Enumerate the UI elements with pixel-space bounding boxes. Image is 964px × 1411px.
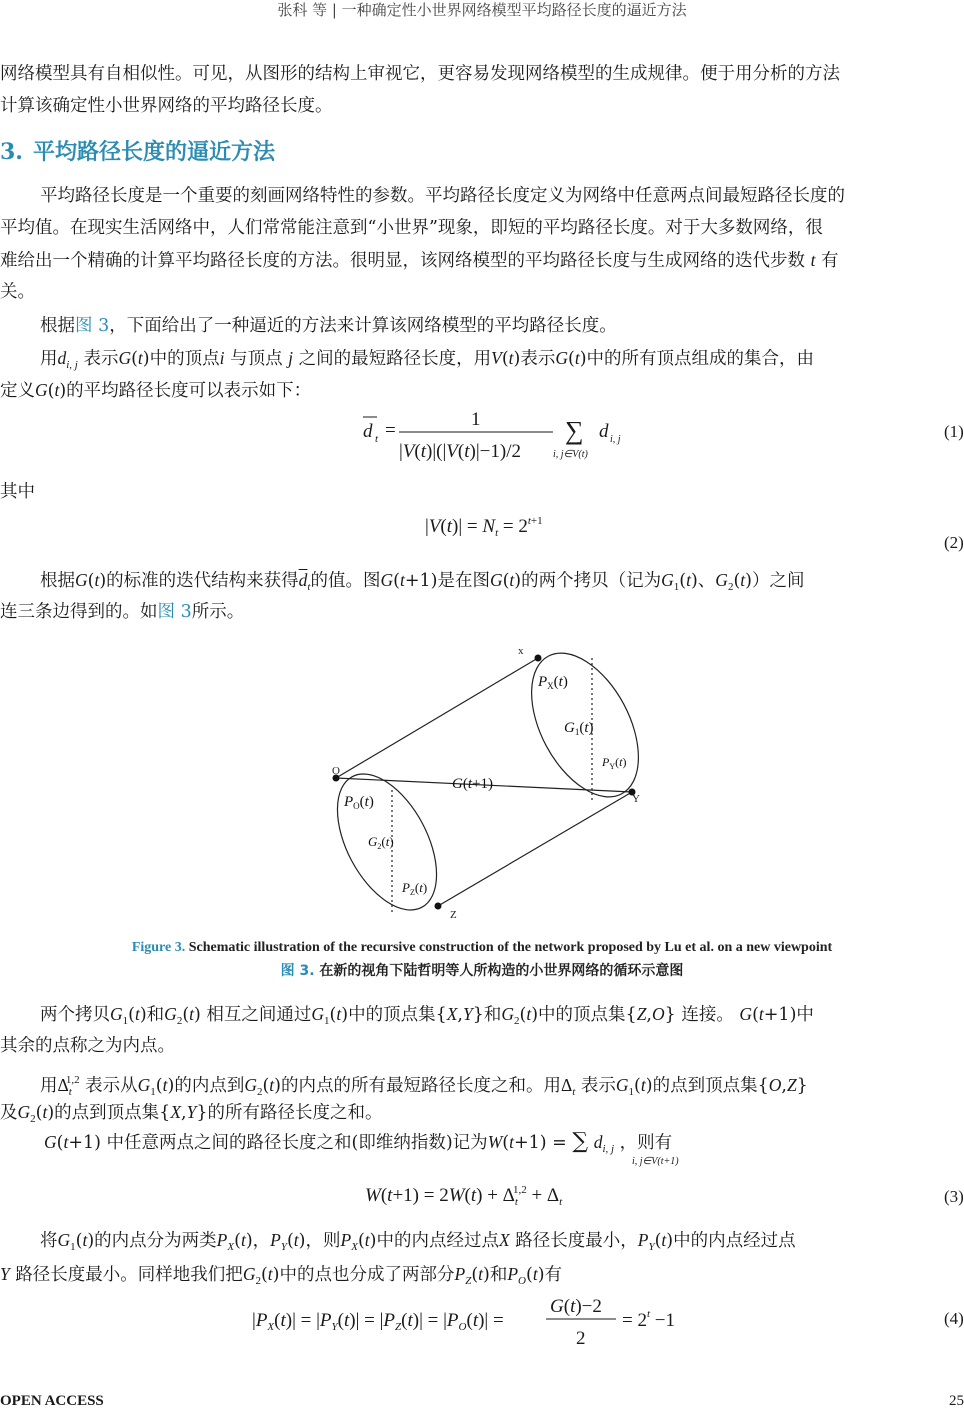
para4-line2: 连三条边得到的。如图 3所示。: [0, 602, 245, 622]
svg-text:PO(t): $P_O(t)$: [344, 794, 374, 811]
equation-2: $|V(t)| = N_t = 2^{t+1}$: [425, 515, 543, 539]
svg-text:G1(t): $G_1(t)$: [564, 720, 594, 737]
para7-sum-index: i, j∈V(t+1): [632, 1156, 679, 1167]
section-number: 3.: [0, 139, 23, 165]
para3-line2: 定义G(t)的平均路径长度可以表示如下：: [0, 380, 312, 401]
para2: 根据图 3，下面给出了一种逼近的方法来计算该网络模型的平均路径长度。: [40, 316, 617, 336]
para1-line1: 平均路径长度是一个重要的刻画网络特性的参数。平均路径长度定义为网络中任意两点间最短路径长度的: [40, 186, 845, 206]
para5-line1: 两个拷贝$G_1(t)$和$G_2(t)$ 相互之间通过$G_1(t)$中的顶点集{X,Y}和$G_2(t)$中的顶点集{Z,O} 连接。 G(t+1)中: [40, 1004, 814, 1027]
label-z: Z: [450, 909, 457, 921]
equation-number-4: (4): [944, 1309, 964, 1328]
running-header: 张科 等 | 一种确定性小世界网络模型平均路径长度的逼近方法: [277, 1, 687, 19]
svg-text:|PX(t)| = |PY(t)| = |PZ(t)| =: $|P_X(t)| = |P_Y(t)| = |P_Z(t)| = |P_O(t)|$ =: [252, 1310, 504, 1333]
node-z: [435, 903, 442, 910]
svg-text:= 2t −1: = $2^t -1$: [622, 1308, 675, 1331]
label-o: O: [332, 765, 340, 777]
equation-1: [355, 405, 655, 467]
svg-text:i, j∈V(t): i, j∈V(t): [553, 449, 588, 460]
equation-4: [250, 1292, 690, 1350]
paragraph-top-line1: 网络模型具有自相似性。可见，从图形的结构上审视它，更容易发现网络模型的生成规律。便于用分析的方法: [0, 64, 840, 84]
para1-line2: 平均值。在现实生活网络中，人们常常能注意到“小世界”现象，即短的平均路径长度。对于大多数网络，很: [0, 218, 823, 238]
qizhong-label: 其中: [0, 482, 35, 502]
svg-text:G(t)−2: G(t)−2: [550, 1296, 602, 1317]
svg-text:PY(t): $P_Y(t)$: [602, 755, 627, 771]
figure-caption-en: Figure 3. Schematic illustration of the recursive construction of the network proposed by Lu et al. on a new viewpoint: [131, 940, 833, 955]
para3-line1: 用$d_{i, j}$ 表示G(t)中的顶点i 与顶点 j 之间的最短路径长度，用V(t)表示G(t)中的所有顶点组成的集合，由: [40, 348, 815, 371]
svg-text:|V(t)|(|V(t)|−1)/2: |V(t)|(|V(t)|−1)/2: [399, 441, 521, 462]
paragraph-top-line2: 计算该确定性小世界网络的平均路径长度。: [0, 96, 333, 116]
figure-3-diagram: [320, 640, 650, 930]
para7: G(t+1) 中任意两点之间的路径长度之和(即维纳指数)记为W(t+1) = ∑ $d_{i, j}$ ，则有: [44, 1129, 673, 1155]
svg-text:d: d: [599, 421, 609, 442]
label-x: x: [518, 645, 524, 657]
para8-line2: Y 路径长度最小。同样地我们把$G_2(t)$中的点也分成了两部分$P_Z(t)$和$P_O(t)$有: [0, 1264, 563, 1287]
figure-caption-zh: 图 3. 在新的视角下陆哲明等人所构造的小世界网络的循环示意图: [280, 963, 684, 979]
figure-ref-link-2[interactable]: 图 3: [157, 602, 192, 622]
para1-line3: 难给出一个精确的计算平均路径长度的方法。很明显，该网络模型的平均路径长度与生成网络的迭代步数 t 有: [0, 250, 839, 271]
section-heading: [0, 136, 275, 168]
svg-text:G(t+1): G(t+1): [452, 776, 493, 792]
node-x: [535, 655, 542, 662]
equation-number-2: (2): [944, 533, 964, 552]
equation-number-1: (1): [944, 422, 964, 441]
footer-page-number: 25: [949, 1393, 964, 1409]
svg-text:PZ(t): $P_Z(t)$: [402, 880, 428, 897]
para5-line2: 其余的点称之为内点。: [0, 1036, 175, 1056]
figure-ref-link[interactable]: 图 3: [75, 316, 110, 336]
svg-text:d: d: [363, 421, 373, 442]
svg-text:t: t: [375, 433, 379, 445]
para8-line1: 将$G_1(t)$的内点分为两类$P_X(t)$，$P_Y(t)$，则$P_X(t)$中的内点经过点X 路径长度最小，$P_Y(t)$中的内点经过点: [40, 1230, 796, 1253]
svg-text:∑: ∑: [565, 416, 584, 445]
equation-number-3: (3): [944, 1187, 964, 1206]
label-y: Y: [632, 793, 640, 805]
para6-line2: 及$G_2(t)$的点到顶点集{X,Y}的所有路径长度之和。: [0, 1102, 383, 1125]
svg-text:PX(t): $P_X(t)$: [538, 674, 568, 691]
para4-line1: 根据G(t)的标准的迭代结构来获得$\overline{d}_t$的值。图G(t+1)是在图G(t)的两个拷贝（记为$G_1(t)$、$G_2(t)$）之间: [40, 570, 805, 593]
para1-line4: 关。: [0, 282, 35, 302]
svg-text:i, j: i, j: [610, 434, 621, 445]
svg-text:1: 1: [471, 409, 481, 430]
equation-3: $W(t+1) = 2W(t) + \Delta_t^{1,2} + \Delta_t$: [365, 1184, 563, 1208]
svg-text:2: 2: [576, 1328, 586, 1349]
svg-text:=: =: [385, 420, 396, 441]
footer-open-access: OPEN ACCESS: [0, 1393, 104, 1409]
para6-line1: 用$\Delta_t^{1,2}$ 表示从$G_1(t)$的内点到$G_2(t)$的内点的所有最短路径长度之和。用$\Delta_t$ 表示$G_1(t)$的点到顶点集{O,Z}: [40, 1074, 808, 1098]
section-title: 平均路径长度的逼近方法: [32, 139, 275, 165]
svg-text:G2(t): $G_2(t)$: [368, 834, 394, 851]
